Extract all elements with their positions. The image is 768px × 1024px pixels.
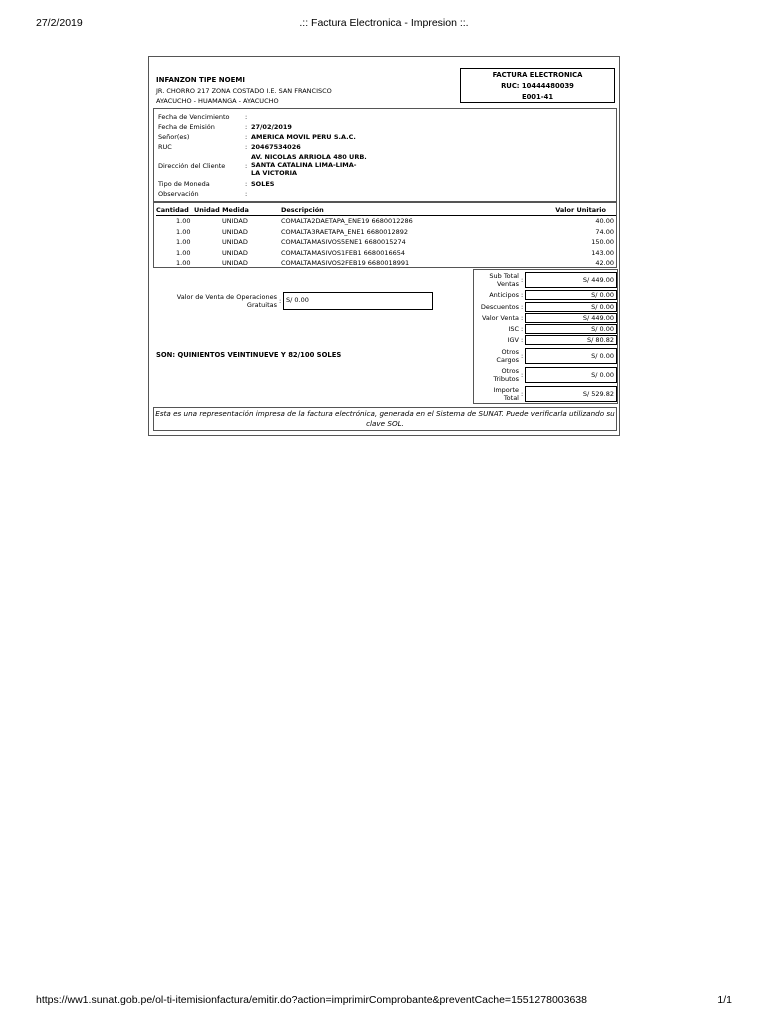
total-label-line-1: Descuentos <box>480 303 519 311</box>
table-row <box>154 217 616 227</box>
total-label-line-1: Otros <box>501 367 519 375</box>
total-label-line-1: Valor Venta <box>481 314 519 322</box>
total-label-line-2: Cargos <box>496 356 519 364</box>
cell-cantidad: 1.00 <box>176 248 191 257</box>
colon: : <box>245 123 248 131</box>
label-direccion: Dirección del Cliente <box>158 162 226 170</box>
total-label <box>476 348 519 364</box>
total-label <box>476 303 519 311</box>
value-moneda: SOLES <box>251 180 275 188</box>
total-value: S/ 0.00 <box>525 348 617 364</box>
invoice-frame <box>148 56 620 436</box>
cell-descripcion: COMALTA2DAETAPA_ENE19 6680012286 <box>281 217 413 225</box>
colon: : <box>521 336 524 344</box>
cell-descripcion: COMALTAMASIVOS2FEB19 6680018991 <box>281 259 410 267</box>
total-label-line-1: Otros <box>501 348 519 356</box>
colon: : <box>521 291 524 299</box>
document-type: FACTURA ELECTRONICA <box>492 71 583 79</box>
label-ruc: RUC <box>158 143 172 151</box>
total-label-line-1: IGV <box>507 336 519 344</box>
cell-cantidad: 1.00 <box>176 259 191 267</box>
total-value: S/ 0.00 <box>525 367 617 383</box>
table-row <box>154 238 616 248</box>
colon: : <box>521 303 524 311</box>
print-title: .:: Factura Electronica - Impresion ::. <box>299 17 469 29</box>
cell-unidad: UNIDAD <box>222 248 248 257</box>
items-header <box>154 206 616 215</box>
colon: : <box>245 162 248 170</box>
header-cantidad: Cantidad <box>156 206 189 214</box>
cell-unidad: UNIDAD <box>222 227 248 236</box>
header-valor-unitario: Valor Unitario <box>555 206 606 214</box>
issuer-address-line-1: JR. CHORRO 217 ZONA COSTADO I.E. SAN FRANCISCO <box>156 87 332 95</box>
colon: : <box>521 314 524 322</box>
cell-unidad: UNIDAD <box>222 259 248 267</box>
total-label <box>476 386 519 402</box>
total-label-line-2: Ventas <box>497 280 519 288</box>
cell-unidad: UNIDAD <box>222 238 248 246</box>
total-label-line-2: Total <box>503 394 519 402</box>
print-url: https://ww1.sunat.gob.pe/ol-ti-itemisionfactura/emitir.do?action=imprimirComprobante&preventCache=1551278003638 <box>36 994 587 1006</box>
cell-unidad: UNIDAD <box>222 217 248 225</box>
total-label-line-1: Anticipos <box>489 291 519 299</box>
value-ruc: 20467534026 <box>251 143 301 151</box>
gratuitas-value: S/ 0.00 <box>283 292 433 310</box>
cell-descripcion: COMALTA3RAETAPA_ENE1 6680012892 <box>281 227 409 236</box>
table-row <box>154 259 616 269</box>
client-section <box>153 108 617 202</box>
total-value: S/ 0.00 <box>525 290 617 300</box>
header-descripcion: Descripción <box>281 206 324 214</box>
label-moneda: Tipo de Moneda <box>158 180 210 188</box>
total-value: S/ 529.82 <box>525 386 617 402</box>
colon: : <box>521 352 524 360</box>
cell-cantidad: 1.00 <box>176 238 191 246</box>
colon: : <box>279 297 282 305</box>
colon: : <box>245 190 248 198</box>
total-label <box>476 336 519 344</box>
colon: : <box>521 371 524 379</box>
colon: : <box>521 390 524 398</box>
value-direccion-line-2: SANTA CATALINA LIMA-LIMA- <box>251 161 357 169</box>
total-value: S/ 0.00 <box>525 302 617 312</box>
colon: : <box>245 113 248 121</box>
document-box <box>460 68 615 103</box>
total-label-line-2: Tributos <box>493 375 519 383</box>
total-value: S/ 0.00 <box>525 324 617 334</box>
total-label <box>476 314 519 322</box>
label-fecha-emision: Fecha de Emisión <box>158 123 215 131</box>
colon: : <box>245 143 248 151</box>
cell-cantidad: 1.00 <box>176 227 191 236</box>
total-label <box>476 325 519 333</box>
gratuitas-label-line-1: Valor de Venta de Operaciones <box>176 293 277 301</box>
gratuitas-label-line-2: Gratuitas <box>246 301 277 309</box>
cell-valor-unitario: 74.00 <box>595 227 614 236</box>
total-value: S/ 449.00 <box>525 313 617 323</box>
total-label <box>476 367 519 383</box>
label-fecha-vencimiento: Fecha de Vencimiento <box>158 113 230 121</box>
total-label-line-1: Sub Total <box>489 272 519 280</box>
amount-in-words: SON: QUINIENTOS VEINTINUEVE Y 82/100 SOLES <box>156 351 342 359</box>
table-row <box>154 249 616 259</box>
total-label-line-1: ISC <box>508 325 519 333</box>
colon: : <box>245 180 248 188</box>
totals-box <box>473 269 618 404</box>
table-row <box>154 228 616 238</box>
label-observacion: Observación <box>158 190 199 198</box>
colon: : <box>245 133 248 141</box>
print-date: 27/2/2019 <box>36 17 83 29</box>
cell-valor-unitario: 40.00 <box>595 217 614 225</box>
issuer-address-line-2: AYACUCHO - HUAMANGA - AYACUCHO <box>156 97 279 105</box>
print-footer <box>0 994 768 1008</box>
sunat-note: Esta es una representación impresa de la factura electrónica, generada en el Sistema de SUNAT. Puede verificarla utilizando su clave SOL. <box>153 407 617 431</box>
cell-cantidad: 1.00 <box>176 217 191 225</box>
total-label-line-1: Importe <box>493 386 519 394</box>
document-number: E001-41 <box>521 93 554 101</box>
cell-valor-unitario: 42.00 <box>595 259 614 267</box>
items-header-divider <box>156 215 616 216</box>
document-ruc: RUC: 10444480039 <box>501 82 574 90</box>
total-label <box>476 291 519 299</box>
cell-valor-unitario: 150.00 <box>591 238 614 246</box>
print-page-number: 1/1 <box>717 994 732 1006</box>
cell-descripcion: COMALTAMASIVOS5ENE1 6680015274 <box>281 238 406 246</box>
total-value: S/ 80.82 <box>525 335 617 345</box>
issuer-name: INFANZON TIPE NOEMI <box>156 76 245 84</box>
gratuitas-label <box>163 293 277 309</box>
colon: : <box>521 325 524 333</box>
colon: : <box>521 276 524 284</box>
total-label <box>476 272 519 288</box>
value-senor: AMERICA MOVIL PERU S.A.C. <box>251 133 356 141</box>
value-fecha-emision: 27/02/2019 <box>251 123 292 131</box>
label-senor: Señor(es) <box>158 133 190 141</box>
header-unidad: Unidad Medida <box>194 206 249 214</box>
print-header <box>0 17 768 31</box>
value-direccion-line-1: AV. NICOLAS ARRIOLA 480 URB. <box>251 153 367 161</box>
value-direccion-line-3: LA VICTORIA <box>251 169 298 177</box>
cell-valor-unitario: 143.00 <box>591 248 614 257</box>
total-value: S/ 449.00 <box>525 272 617 288</box>
cell-descripcion: COMALTAMASIVOS1FEB1 6680016654 <box>281 248 406 257</box>
items-table <box>153 202 617 268</box>
